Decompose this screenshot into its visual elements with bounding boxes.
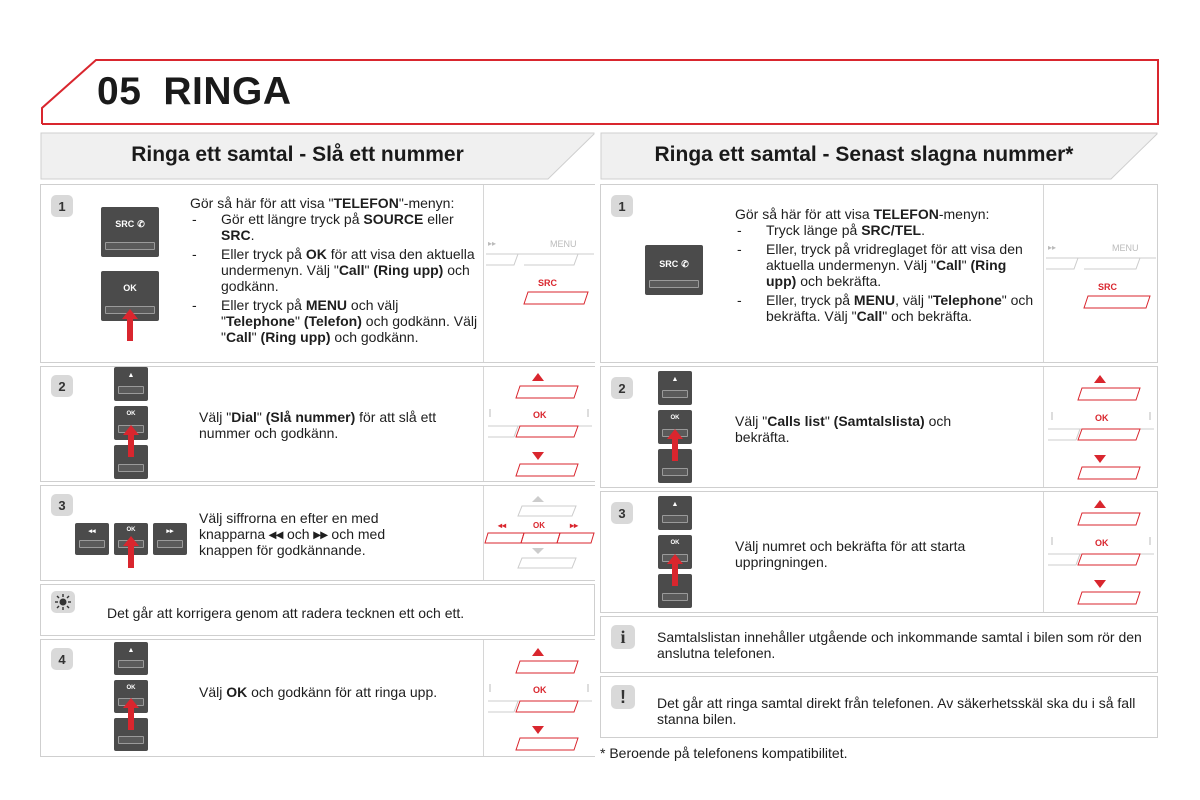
ok-key: OK bbox=[114, 406, 148, 440]
svg-text:◂◂: ◂◂ bbox=[498, 521, 507, 530]
ok-key: OK bbox=[114, 523, 148, 555]
right-step1-text: Gör så här för att visa TELEFON-menyn: - Tryck länge på SRC/TEL. - Eller, tryck på vridreglaget för att visa den aktuella undermenyn. Välj "Call" (Ring upp) och bekräfta. - Eller, tryck på MENU, välj "Telephone" och bekräfta. Välj "Call" och bekräfta. bbox=[735, 206, 1035, 324]
left-step1-box bbox=[40, 184, 595, 363]
step-number: 3 bbox=[51, 494, 73, 516]
svg-text:MENU: MENU bbox=[1112, 243, 1139, 253]
svg-text:OK: OK bbox=[533, 685, 547, 695]
step-number: 1 bbox=[611, 195, 633, 217]
left-step3-text: Välj siffrorna en efter en med knapparna ◂◂ och ▸▸ och med knappen för godkännande. bbox=[199, 510, 386, 558]
chapter-title: 05 RINGA bbox=[97, 70, 292, 113]
footnote: * Beroende på telefonens kompatibilitet. bbox=[600, 745, 848, 761]
chapter-header bbox=[40, 58, 1160, 126]
up-key: ▲ bbox=[114, 642, 148, 675]
display-panel bbox=[483, 367, 595, 481]
prev-key: ◂◂ bbox=[75, 523, 109, 555]
svg-text:OK: OK bbox=[1095, 413, 1109, 423]
warning-text: Det går att ringa samtal direkt från telefonen. Av säkerhetsskäl ska du i så fall stanna bilen. bbox=[657, 695, 1136, 727]
right-step3-box bbox=[600, 491, 1158, 613]
left-section-header bbox=[40, 132, 595, 180]
svg-text:OK: OK bbox=[1095, 538, 1109, 548]
svg-text:▸▸: ▸▸ bbox=[488, 239, 497, 248]
display-panel bbox=[1043, 492, 1157, 612]
step-number: 4 bbox=[51, 648, 73, 670]
step-number: 3 bbox=[611, 502, 633, 524]
press-arrow-icon bbox=[123, 698, 139, 730]
right-step2-text: Välj "Calls list" (Samtalslista) och bekräfta. bbox=[735, 413, 952, 445]
warning-exclamation-icon: ! bbox=[611, 685, 635, 709]
svg-text:OK: OK bbox=[533, 521, 545, 530]
ok-key: OK bbox=[114, 680, 148, 713]
svg-text:▸▸: ▸▸ bbox=[1048, 243, 1057, 252]
src-key: SRC ✆ bbox=[645, 245, 703, 295]
ok-key: OK bbox=[101, 271, 159, 321]
up-key: ▲ bbox=[658, 371, 692, 405]
left-step1-text: Gör så här för att visa "TELEFON"-menyn: - Gör ett längre tryck på SOURCE eller SRC. - Eller tryck på OK för att visa den aktuella undermenyn. Välj "Call" (Ring upp) och godkänn. - Eller tryck på MENU och välj "Telephone" (Telefon) och godkänn. Välj "Call" (Ring upp) och godkänn. bbox=[190, 195, 480, 345]
display-panel bbox=[483, 486, 595, 580]
up-key: ▲ bbox=[658, 496, 692, 530]
left-section-title: Ringa ett samtal - Slå ett nummer bbox=[131, 143, 464, 166]
display-panel bbox=[483, 640, 595, 756]
ok-key: OK bbox=[658, 410, 692, 444]
press-arrow-icon bbox=[667, 429, 683, 461]
info-box bbox=[600, 616, 1158, 673]
right-section-title: Ringa ett samtal - Senast slagna nummer* bbox=[654, 143, 1074, 166]
up-key: ▲ bbox=[114, 367, 148, 401]
warning-box bbox=[600, 676, 1158, 738]
left-step2-box bbox=[40, 366, 595, 482]
panel-menu-label: MENU bbox=[550, 239, 577, 249]
press-arrow-icon bbox=[123, 425, 139, 457]
right-step1-box bbox=[600, 184, 1158, 363]
display-panel bbox=[1043, 367, 1157, 487]
step-number: 1 bbox=[51, 195, 73, 217]
display-panel bbox=[483, 185, 595, 362]
tip-text: Det går att korrigera genom att radera tecknen ett och ett. bbox=[107, 605, 465, 621]
info-icon: i bbox=[611, 625, 635, 649]
press-arrow-icon bbox=[122, 309, 138, 341]
info-text: Samtalslistan innehåller utgående och inkommande samtal i bilen som rör den anslutna telefonen. bbox=[657, 629, 1142, 661]
tip-lightbulb-icon bbox=[51, 591, 75, 613]
left-step2-text: Välj "Dial" (Slå nummer) för att slå ett nummer och godkänn. bbox=[199, 409, 437, 441]
display-panel bbox=[1043, 185, 1157, 362]
right-section-header bbox=[600, 132, 1158, 180]
next-key: ▸▸ bbox=[153, 523, 187, 555]
step-number: 2 bbox=[611, 377, 633, 399]
svg-text:SRC: SRC bbox=[1098, 282, 1118, 292]
svg-text:OK: OK bbox=[533, 410, 547, 420]
right-step2-box bbox=[600, 366, 1158, 488]
ok-key: OK bbox=[658, 535, 692, 569]
left-step4-text: Välj OK och godkänn för att ringa upp. bbox=[199, 684, 438, 700]
tip-box bbox=[40, 584, 595, 636]
left-step3-box bbox=[40, 485, 595, 581]
svg-text:▸▸: ▸▸ bbox=[570, 521, 579, 530]
left-step4-box bbox=[40, 639, 595, 757]
src-key: SRC ✆ bbox=[101, 207, 159, 257]
svg-text:SRC: SRC bbox=[538, 278, 558, 288]
press-arrow-icon bbox=[667, 554, 683, 586]
right-step3-text: Välj numret och bekräfta för att starta uppringningen. bbox=[735, 538, 966, 570]
step-number: 2 bbox=[51, 375, 73, 397]
press-arrow-icon bbox=[123, 536, 139, 568]
